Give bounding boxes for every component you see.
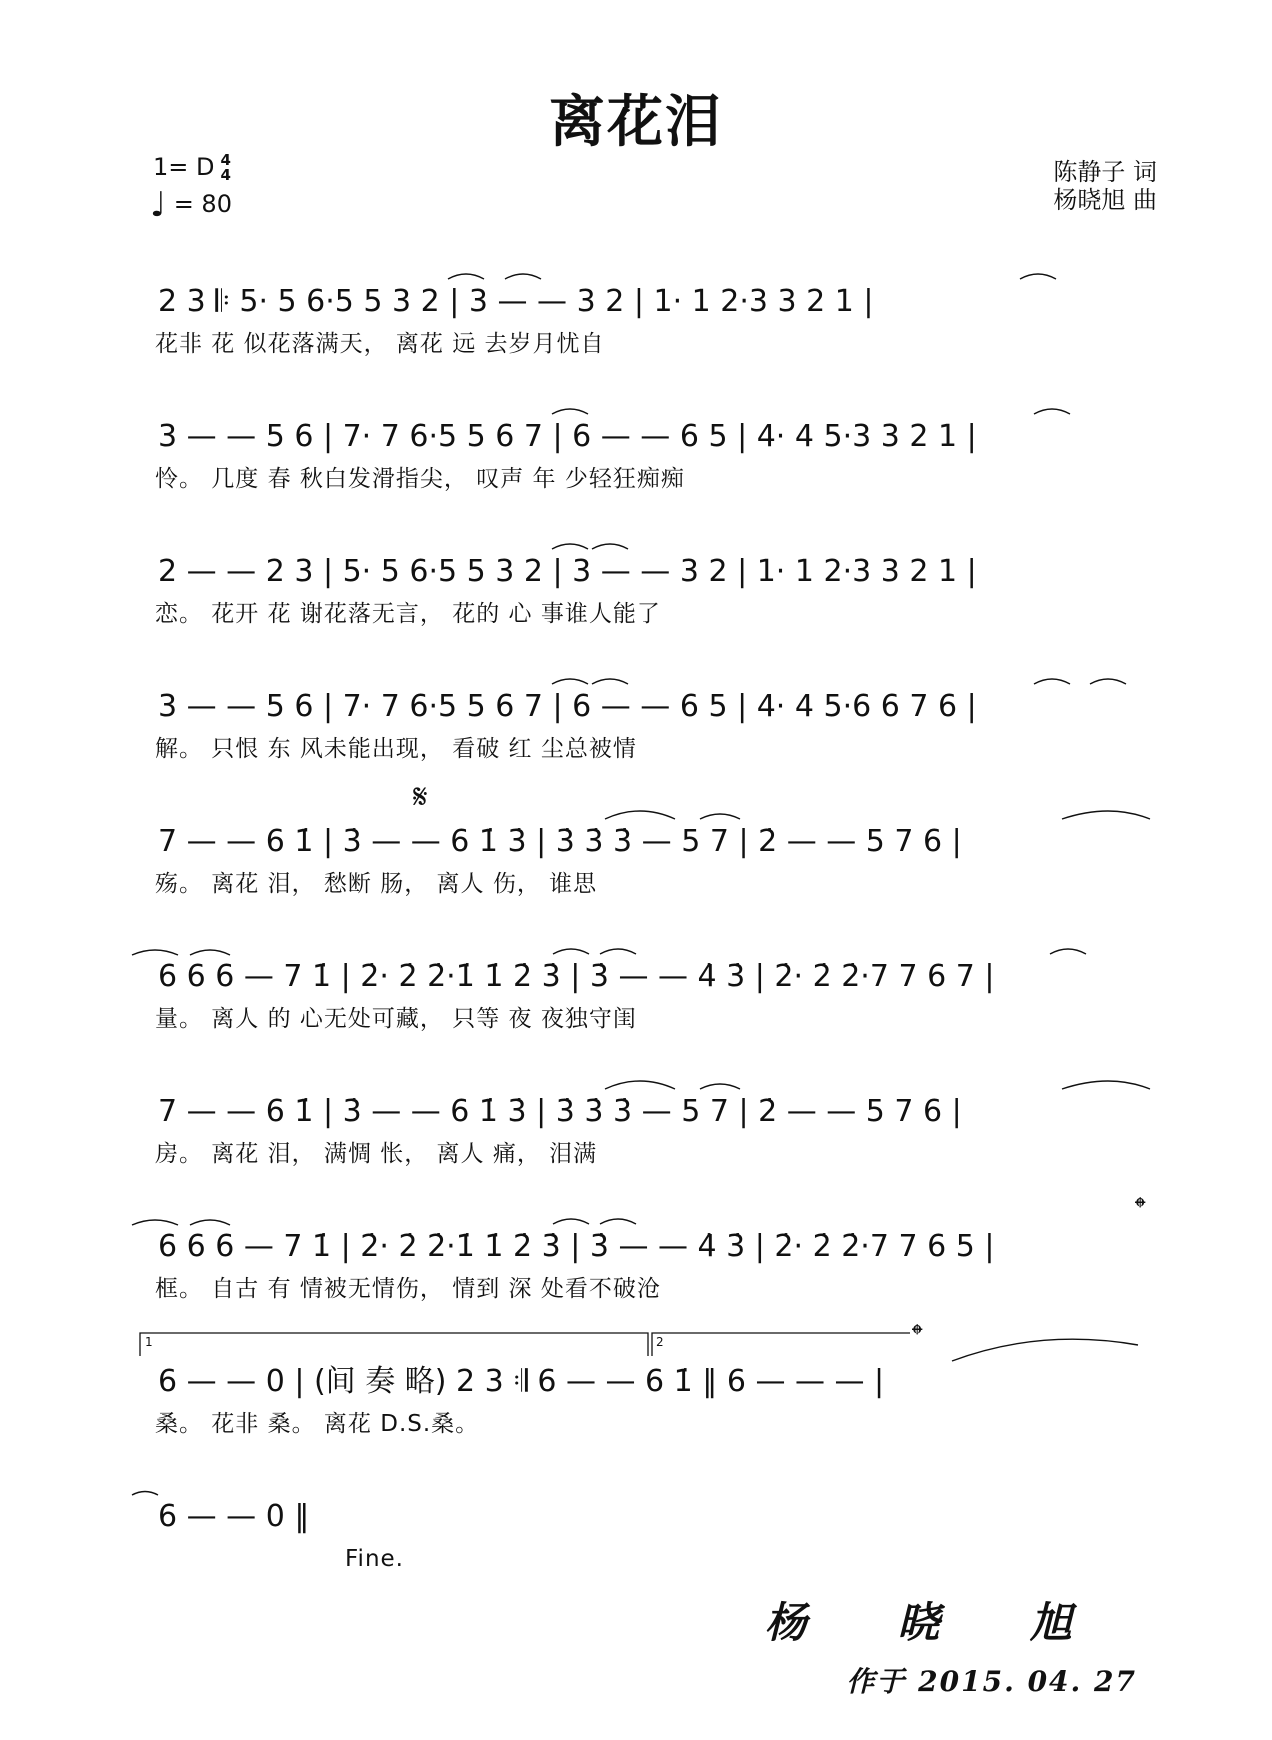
- tie-arc: [1090, 679, 1126, 684]
- notation-line-2: 3 — — 5 6 | 7· 7 6·5 5 6 7 | 6 — — 6 5 | 4· 4 5·3 3 2 1 |: [158, 419, 977, 454]
- lyric-line-6: 量。 离人 的 心无处可藏， 只等 夜 夜独守闺: [155, 1006, 637, 1032]
- tie-arc: [190, 950, 230, 955]
- slur-arc: [1062, 811, 1150, 819]
- notation-line-7: 7 — — 6 1̇ | 3̇ — — 6 1̇ 3̇ | 3̇ 3̇ 3̇ — 5 7 | 2̇ — — 5 7 6 |: [158, 1094, 962, 1129]
- tie-arc: [592, 544, 628, 549]
- lyric-line-4: 解。 只恨 东 风未能出现， 看破 红 尘总被情: [155, 736, 637, 762]
- tie-arc: [552, 544, 588, 549]
- notation-line-9: 6 — — 0 | (间 奏 略) 2 3 𝄇 6 — — 6 1̇ ‖ 6 — — — |: [158, 1364, 885, 1399]
- tempo-value: = 80: [173, 190, 232, 218]
- tie-arc: [1034, 409, 1070, 414]
- second-ending-number: 2: [656, 1335, 664, 1349]
- tie-arc: [132, 950, 178, 955]
- notation-line-1: 2 3 𝄆 5· 5 6·5 5 3 2 | 3 — — 3 2 | 1· 1 2·3 3 2 1 |: [158, 284, 874, 319]
- time-signature-bottom: 4: [220, 166, 231, 184]
- tie-arc: [700, 1084, 740, 1089]
- key-label: 1= D: [153, 153, 215, 181]
- tie-arc: [552, 679, 588, 684]
- tie-arc: [600, 949, 636, 954]
- tie-arc: [553, 949, 589, 954]
- tie-arc: [505, 274, 541, 279]
- tie-arc: [592, 679, 628, 684]
- notation-line-4: 3 — — 5 6 | 7· 7 6·5 5 6 7 | 6 — — 6 5 | 4· 4 5·6 6 7 6 |: [158, 689, 977, 724]
- tie-arc: [1050, 949, 1086, 954]
- slur-arc: [605, 1081, 675, 1089]
- lyric-line-8: 框。 自古 有 情被无情伤， 情到 深 处看不破沧: [155, 1276, 661, 1302]
- volta-brackets: [140, 1333, 910, 1356]
- time-signature-top: 4: [220, 151, 231, 169]
- quarter-note-icon: ♩: [150, 185, 167, 225]
- coda-icon-second: 𝄌: [912, 1318, 923, 1353]
- tie-arc: [553, 1219, 589, 1224]
- tie-arc: [190, 1220, 230, 1225]
- lyric-line-3: 恋。 花开 花 谢花落无言， 花的 心 事谁人能了: [155, 601, 661, 627]
- author-signature: 杨 晓 旭: [764, 1598, 1110, 1647]
- tie-arc: [448, 274, 484, 279]
- tie-arc: [552, 409, 588, 414]
- composer-credit: 杨晓旭 曲: [1053, 186, 1157, 214]
- slur-arc: [605, 811, 675, 819]
- lyricist-credit: 陈静子 词: [1053, 158, 1157, 186]
- notation-line-8: 6 6 6 — 7 1̇ | 2̇· 2̇ 2̇·1̇ 1̇ 2̇ 3̇ | 3̇ — — 4̇ 3̇ | 2̇· 2̇ 2̇·7 7 6 5 |: [158, 1229, 995, 1264]
- lyric-line-5: 殇。 离花 泪， 愁断 肠， 离人 伤， 谁思: [155, 871, 598, 897]
- tie-arc: [1020, 274, 1056, 279]
- notation-line-3: 2 — — 2 3 | 5· 5 6·5 5 3 2 | 3 — — 3 2 | 1· 1 2·3 3 2 1 |: [158, 554, 977, 589]
- first-ending-number: 1: [145, 1335, 153, 1349]
- song-title: 离花泪: [549, 90, 723, 155]
- lyric-line-2: 怜。 几度 春 秋白发滑指尖， 叹声 年 少轻狂痴痴: [155, 466, 685, 492]
- fine-marking: Fine.: [345, 1546, 404, 1572]
- tie-arc: [132, 1492, 158, 1496]
- slur-arc: [952, 1339, 1138, 1361]
- coda-icon: 𝄌: [1135, 1191, 1146, 1226]
- notation-line-6: 6 6 6 — 7 1̇ | 2̇· 2̇ 2̇·1̇ 1̇ 2̇ 3̇ | 3̇ — — 4̇ 3̇ | 2̇· 2̇ 2̇·7 7 6 7 |: [158, 959, 995, 994]
- first-ending-bracket: [140, 1333, 648, 1356]
- tie-arc: [600, 1219, 636, 1224]
- lyric-line-1: 花非 花 似花落满天， 离花 远 去岁月忧自: [155, 331, 605, 357]
- composed-date: 作于 2015. 04. 27: [846, 1665, 1137, 1698]
- tie-arc: [700, 814, 740, 819]
- segno-icon: 𝄋: [413, 777, 428, 817]
- tie-arc: [1034, 679, 1070, 684]
- second-ending-bracket: [652, 1333, 910, 1356]
- notation-line-10: 6 — — 0 ‖: [158, 1499, 310, 1534]
- slur-arc: [1062, 1081, 1150, 1089]
- tie-arc: [132, 1220, 178, 1225]
- lyric-line-7: 房。 离花 泪， 满惆 怅， 离人 痛， 泪满: [155, 1141, 598, 1167]
- notation-line-5: 7 — — 6 1̇ | 3̇ — — 6 1̇ 3̇ | 3̇ 3̇ 3̇ — 5 7 | 2̇ — — 5 7 6 |: [158, 824, 962, 859]
- lyric-line-9: 桑。 花非 桑。 离花 D.S.桑。: [155, 1411, 480, 1437]
